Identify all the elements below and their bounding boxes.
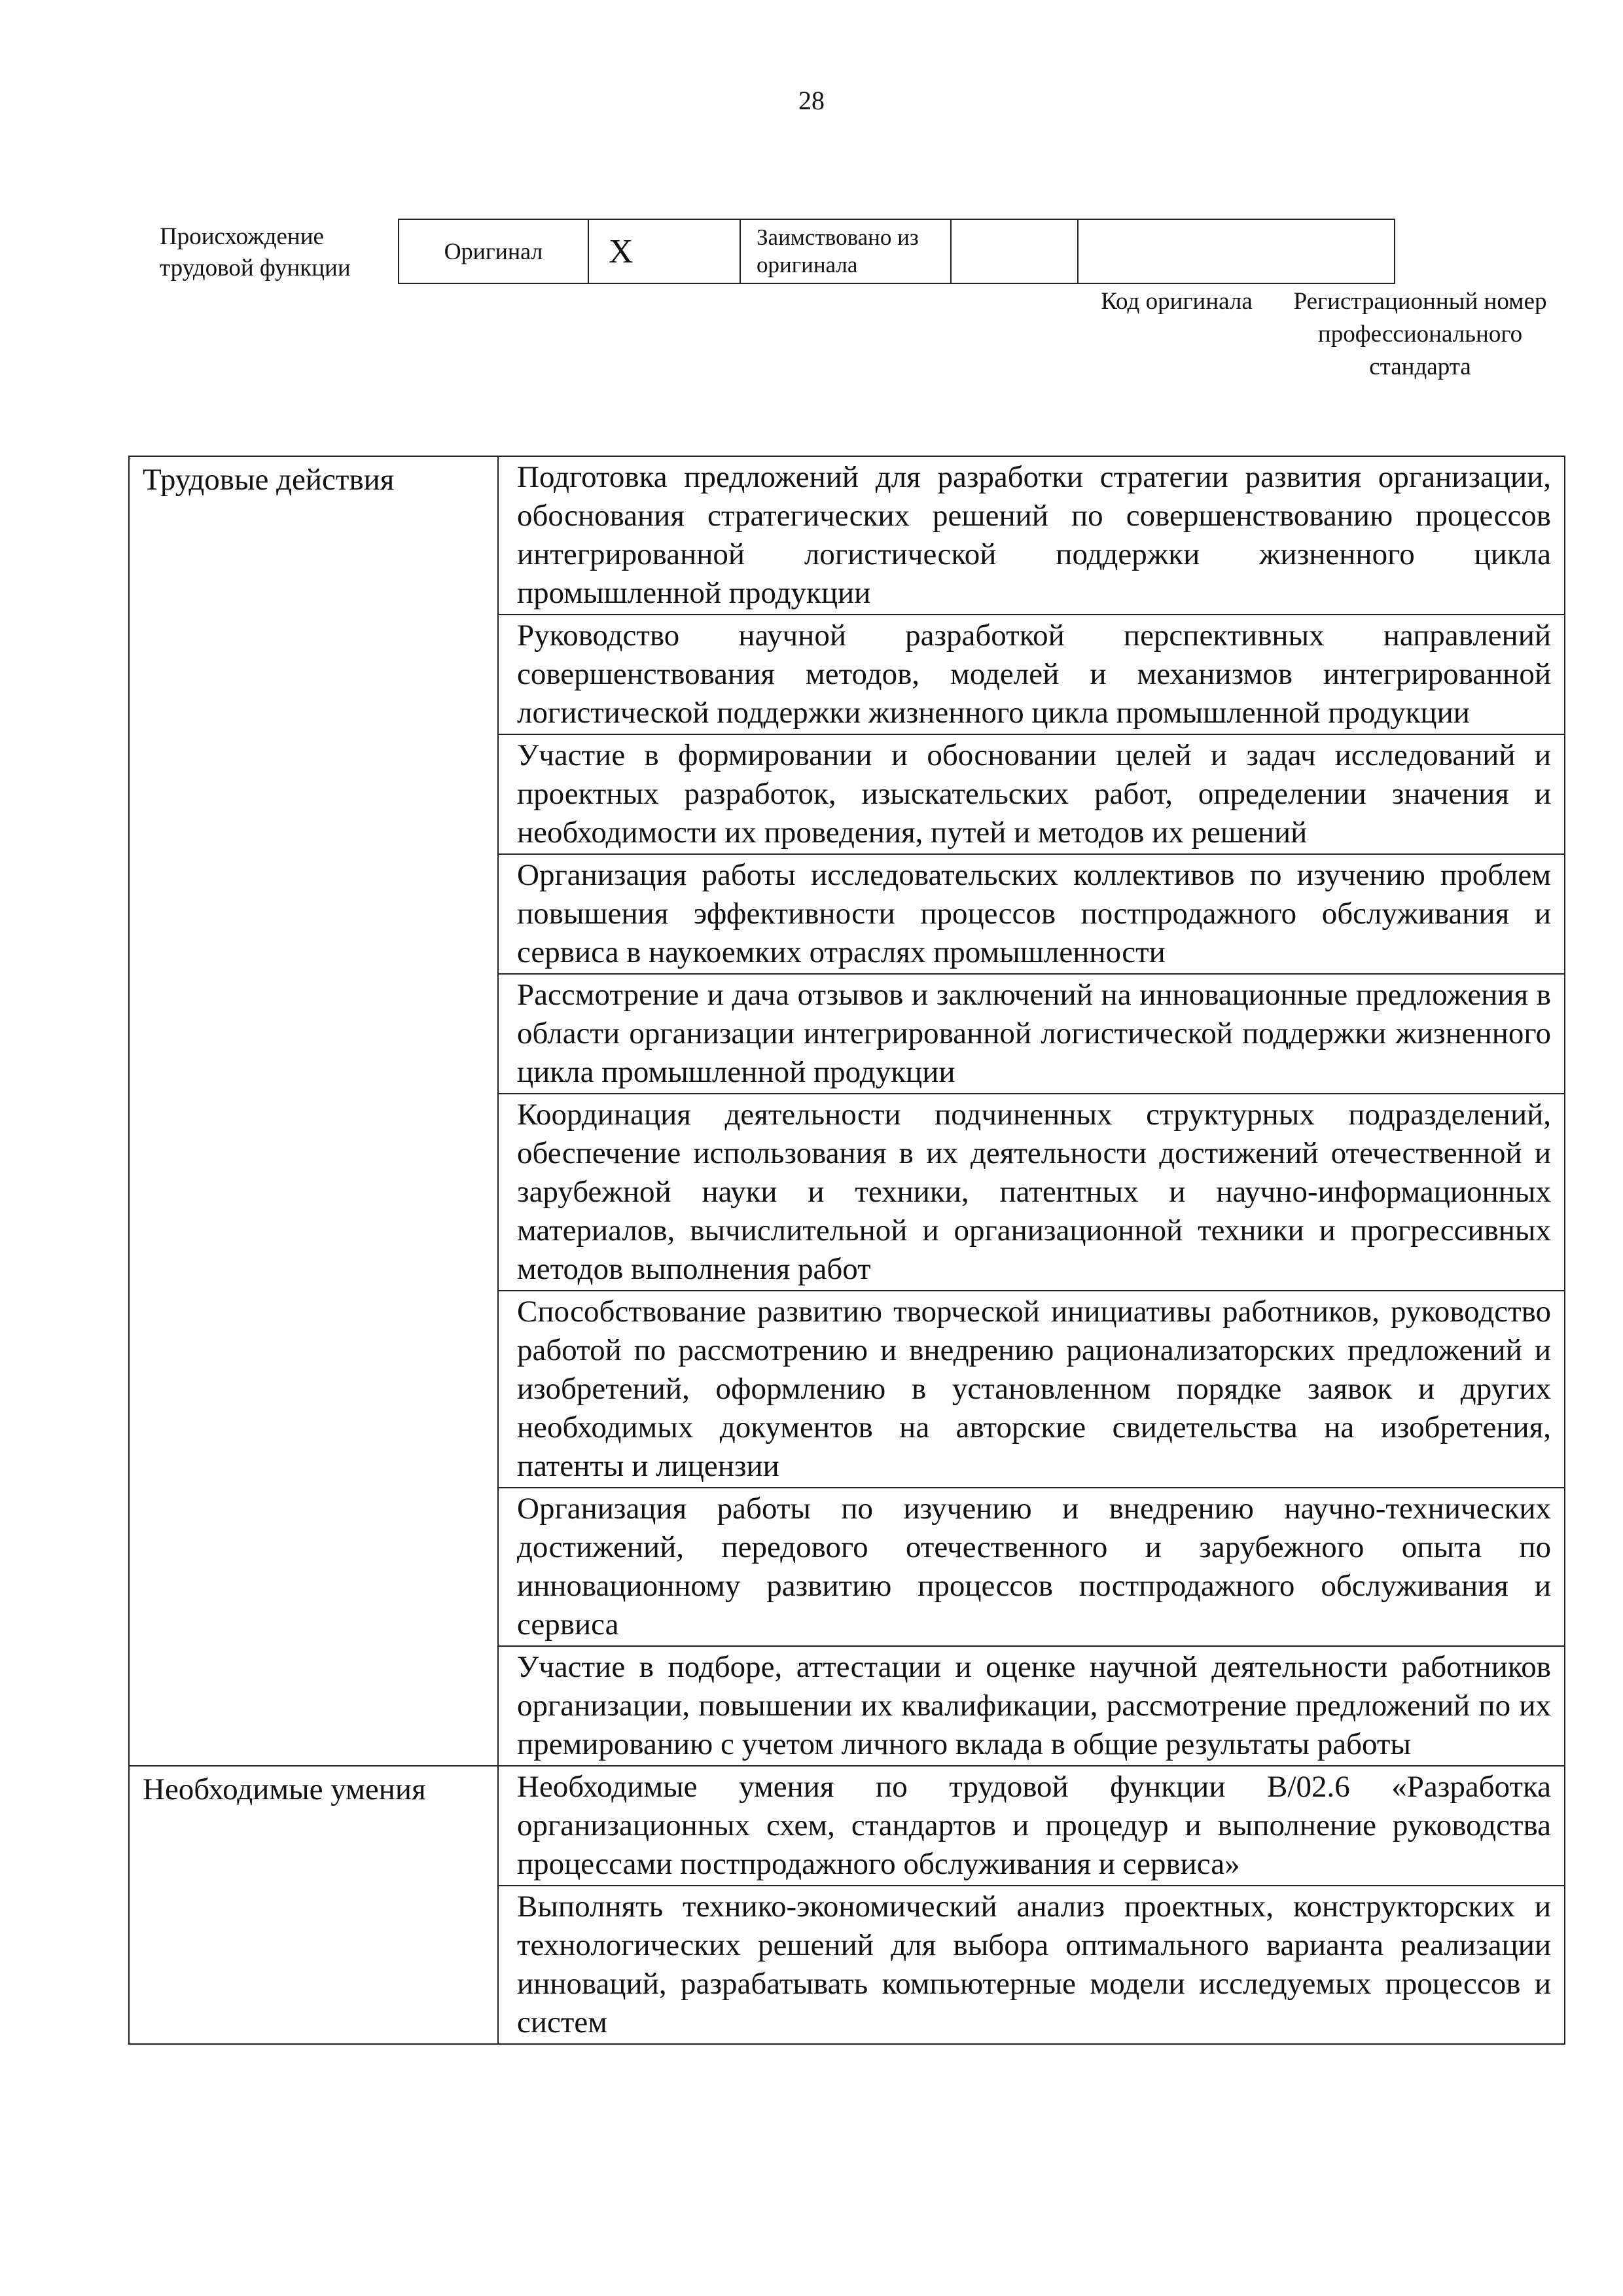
function-table [128,456,1565,2045]
section-item: Рассмотрение и дача отзывов и заключений на инновационные предложения в области организации интегрированной логистической поддержки жизненного цикла промышленной продукции [498,974,1565,1094]
section-item: Подготовка предложений для разработки стратегии развития организации, обоснования стратегических решений по совершенствованию процессов интегрированной логистической поддержки жизненного цикла промышленной продукции [498,456,1565,615]
origin-table [398,219,1395,284]
origin-reg-cell [1078,219,1395,283]
reg-number-caption: Регистрационный номер профессионального стандарта [1293,288,1547,380]
table-row [129,1766,1565,1886]
section-item: Необходимые умения по трудовой функции B/02.6 «Разработка организационных схем, стандартов и процедур и выполнение руководства процессами постпродажного обслуживания и сервиса» [498,1766,1565,1886]
page-number: 28 [798,86,825,115]
section-item: Способствование развитию творческой инициативы работников, руководство работой по рассмотрению и внедрению рационализаторских предложений и изобретений, оформлению в установленном порядке заявок и других необходимых документов на авторские свидетельства на изобретения, патенты и лицензии [498,1291,1565,1488]
origin-label: Происхождение трудовой функции [160,223,351,281]
section-item: Руководство научной разработкой перспективных направлений совершенствования методов, моделей и механизмов интегрированной логистической поддержки жизненного цикла промышленной продукции [498,615,1565,734]
section-item: Координация деятельности подчиненных структурных подразделений, обеспечение использования в их деятельности достижений отечественной и зарубежной науки и техники, патентных и научно-информационных материалов, вычислительной и организационной техники и прогрессивных методов выполнения работ [498,1094,1565,1291]
section-item: Участие в формировании и обосновании целей и задач исследований и проектных разработок, изыскательских работ, определении значения и необходимости их проведения, путей и методов их решений [498,734,1565,854]
origin-original-cell: Оригинал [399,219,588,283]
section-item: Организация работы исследовательских коллективов по изучению проблем повышения эффективности процессов постпродажного обслуживания и сервиса в наукоемких отраслях промышленности [498,854,1565,974]
section-item: Участие в подборе, аттестации и оценке научной деятельности работников организации, повышении их квалификации, рассмотрение предложений по их премированию с учетом личного вклада в общие результаты работы [498,1646,1565,1766]
origin-borrowed-cell: Заимствовано из оригинала [740,219,951,283]
section-item: Организация работы по изучению и внедрению научно-технических достижений, передового отечественного и зарубежного опыта по инновационному развитию процессов постпродажного обслуживания и сервиса [498,1488,1565,1646]
origin-mark-cell: X [588,219,740,283]
section-item: Выполнять технико-экономический анализ проектных, конструкторских и технологических решений для выбора оптимального варианта реализации инноваций, разрабатывать компьютерные модели исследуемых процессов и систем [498,1886,1565,2044]
table-row [129,456,1565,615]
section-label: Необходимые умения [129,1766,498,2044]
origin-code-cell [951,219,1078,283]
code-caption: Код оригинала [1101,288,1253,315]
section-label: Трудовые действия [129,456,498,1766]
